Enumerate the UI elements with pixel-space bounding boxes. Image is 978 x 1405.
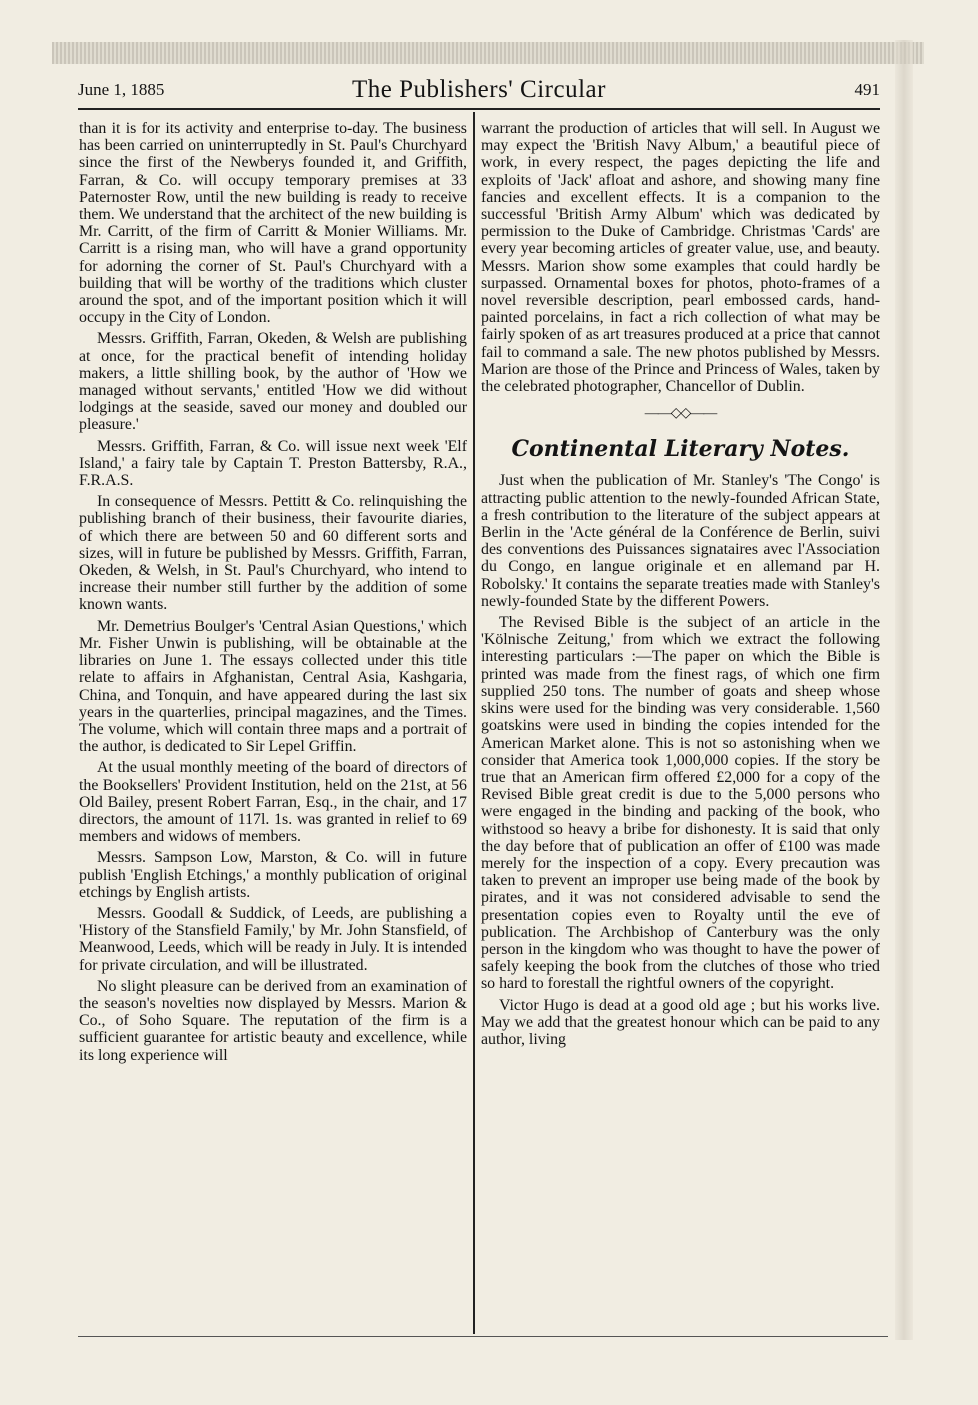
article-paragraph: Mr. Demetrius Boulger's 'Central Asian Questions,' which Mr. Fisher Unwin is publishing, will be obtainable at the libraries on June 1. The essays collected under this title relate to affairs in Afghanistan, Central Asia, Kashgaria, China, and Tonquin, and have appeared during the last six years in the quarterlies, principal magazines, and the Times. The volume, which will contain three maps and a portrait of the author, is dedicated to Sir Lepel Griffin.	[79, 617, 467, 756]
header-rule	[78, 108, 880, 110]
article-paragraph: The Revised Bible is the subject of an article in the 'Kölnische Zeitung,' from which we extract the following interesting particulars :—The paper on which the Bible is printed was made from the finest rags, of which one firm supplied 250 tons. The number of goats and sheep whose skins were used for the binding was very considerable. 1,560 goatskins were used in binding the copies intended for the American Market alone. This is not so astonishing when we consider that America took 1,000,000 copies. If the story be true that an American firm offered £2,000 for a copy of the Revised Bible great credit is due to the 5,000 persons who were engaged in the binding and packing of the book, who withstood so heavy a bribe for dishonesty. It is said that only the day before that of publication an offer of £100 was made merely for the inspection of a copy. Every precaution was taken to prevent an improper use being made of the book by pirates, and it was not considered advisable to send the presentation copies even to Royalty until the eve of publication. The Archbishop of Canterbury was the only person in the kingdom who was thought to have the power of safely keeping the book from the clutches of those who tried so hard to forestall the rightful owners of the copyright.	[481, 614, 880, 993]
decorative-top-band	[52, 42, 924, 64]
article-paragraph: Messrs. Griffith, Farran, & Co. will issue next week 'Elf Island,' a fairy tale by Captain T. Preston Battersby, R.A., F.R.A.S.	[79, 437, 467, 490]
publication-title: The Publishers' Circular	[352, 76, 606, 103]
running-header	[78, 76, 880, 106]
article-paragraph: Just when the publication of Mr. Stanley's 'The Congo' is attracting public attention to the newly-founded African State, a fresh contribution to the literature of the subject appears at Berlin in the 'Acte général de la Conférence de Berlin, suivi des conventions des Puissances signataires avec l'Association du Congo, en langue originale et en allemand par H. Robolsky.' It contains the separate treaties made with Stanley's newly-founded State by the different Powers.	[481, 472, 880, 610]
section-flourish: ——◇◇——	[644, 406, 717, 422]
article-paragraph: warrant the production of articles that will sell. In August we may expect the 'British Navy Album,' a beautiful piece of work, in every respect, the pages depicting the life and exploits of 'Jack' afloat and ashore, and showing many fine fancies and excellent effects. It is a companion to the successful 'British Army Album' which was dedicated by permission to the Duke of Cambridge. Christmas 'Cards' are every year becoming articles of greater value, use, and beauty. Messrs. Marion show some examples that could hardly be surpassed. Ornamental boxes for photos, photo-frames of a novel reversible description, pearl embossed cards, hand-painted porcelains, in fact a rich collection of what may be fairly spoken of as art treasures produced at a price that cannot fail to command a sale. The new photos published by Messrs. Marion are those of the Prince and Princess of Wales, taken by the celebrated photographer, Chancellor of Dublin.	[481, 120, 880, 396]
page-number: 491	[854, 80, 880, 99]
right-column-top	[481, 120, 880, 395]
article-paragraph: In consequence of Messrs. Pettitt & Co. relinquishing the publishing branch of their business, their favourite diaries, of which there are between 50 and 60 different sorts and sizes, will in future be published by Messrs. Griffith, Farran, Okeden, & Welsh, in St. Paul's Churchyard, who intend to increase their number still further by the addition of some known wants.	[79, 493, 467, 614]
article-paragraph: No slight pleasure can be derived from an examination of the season's novelties now displayed by Messrs. Marion & Co., of Soho Square. The reputation of the firm is a sufficient guarantee for artistic beauty and excellence, while its long experience will	[79, 977, 467, 1064]
issue-date: June 1, 1885	[78, 80, 165, 99]
column-divider	[473, 112, 475, 1334]
article-paragraph: Victor Hugo is dead at a good old age ; but his works live. May we add that the greatest honour which can be paid to any author, living	[481, 996, 880, 1048]
article-paragraph: At the usual monthly meeting of the board of directors of the Booksellers' Provident Institution, held on the 21st, at 56 Old Bailey, present Robert Farran, Esq., in the chair, and 17 directors, the amount of 117l. 1s. was granted in relief to 69 members and widows of members.	[79, 759, 467, 846]
article-paragraph: Messrs. Goodall & Suddick, of Leeds, are publishing a 'History of the Stansfield Family,' by Mr. John Stansfield, of Meanwood, Leeds, which will be ready in July. It is intended for private circulation, and will be illustrated.	[79, 904, 467, 974]
section-heading: Continental Literary Notes.	[511, 436, 850, 463]
right-column-bottom	[481, 472, 880, 1048]
bottom-rule	[78, 1336, 888, 1337]
left-column	[79, 120, 467, 1335]
article-paragraph: Messrs. Sampson Low, Marston, & Co. will in future publish 'English Etchings,' a monthly publication of original etchings by English artists.	[79, 849, 467, 901]
article-paragraph: than it is for its activity and enterprise to-day. The business has been carried on uninterruptedly in St. Paul's Churchyard since the first of the Newberys founded it, and Griffith, Farran, & Co. will occupy temporary premises at 33 Paternoster Row, until the new building is ready to receive them. We understand that the architect of the new building is Mr. Carritt, of the firm of Carritt & Monier Williams. Mr. Carritt is a rising man, who will have a grand opportunity for adorning the corner of St. Paul's Churchyard with a building that will be worthy of the traditions which cluster around the spot, and of the important position which it will occupy in the City of London.	[79, 120, 467, 327]
page-edge-shadow	[895, 40, 913, 1340]
right-column	[481, 120, 880, 1335]
article-paragraph: Messrs. Griffith, Farran, Okeden, & Welsh are publishing at once, for the practical benefit of intending holiday makers, a little shilling book, by the author of 'How we managed without servants,' entitled 'How we did without lodgings at the seaside, saved our money and doubled our pleasure.'	[79, 330, 467, 434]
